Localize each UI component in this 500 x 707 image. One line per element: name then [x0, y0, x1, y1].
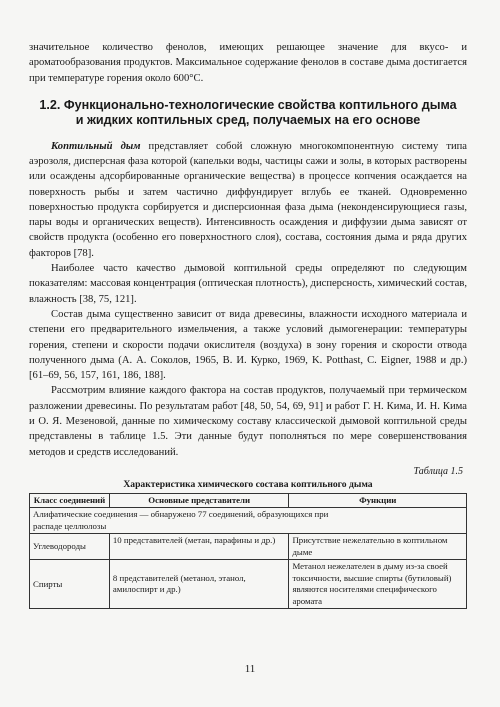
header-representatives: Основные представители	[109, 493, 289, 508]
intro-paragraph: значительное количество фенолов, имеющих решающее значение для вкусо- и ароматообразования продуктов. Максимальное содержание фенолов в составе дыма достигается при температуре горения около 600°С.	[29, 42, 467, 84]
class-cell: Спирты	[30, 560, 110, 609]
functions-cell: Присутствие нежелательно в коптильном дыме	[289, 534, 467, 560]
paragraph-smoke-definition	[29, 139, 467, 261]
section-title: 1.2. Функционально-технологические свойства коптильного дыма и жидких коптильных сред, получаемых на его основе	[39, 97, 457, 128]
paragraph-smoke-definition-text: представляет собой сложную многокомпонентную систему типа аэрозоля, дисперсная фаза которой (капельки воды, частицы сажи и золы, в которых растворены или осаждены адсорбированные органические вещества) в процессе копчения осаждается на поверхность рыбы и затем частично диффундирует вглубь ее тканей. Одновременно поверхностью продукта сорбируется и дисперсионная фаза дыма (неконденсирующиеся газы, пары воды и органических веществ). Интенсивность осаждения и диффузии дыма зависят от свойств продукта (особенно его поверхностного слоя), состава, состояния дыма и ряда других факторов [78].	[29, 140, 468, 259]
header-class: Класс соединений	[30, 493, 110, 508]
table-title: Характеристика химического состава коптильного дыма	[123, 478, 373, 490]
paragraph-quality-indicators: Наиболее часто качество дымовой коптильной среды определяют по следующим показателям: массовая концентрация (оптическая плотность), дисперсность, химический состав, влажность [38, 75, 121].	[29, 263, 467, 305]
table-row	[30, 534, 467, 560]
paragraph-factors: Рассмотрим влияние каждого фактора на состав продуктов, получаемый при термическом разложении древесины. По результатам работ [48, 50, 54, 69, 91] и работ Г. Н. Кима, И. Н. Кима и О. Я. Мезеновой, данные по химическому составу классической дымовой коптильной среды представлены в таблице 1.5. Эти данные будут пополняться по мере совершенствования методов и средств исследований.	[29, 385, 467, 458]
table-caption: Таблица 1.5	[413, 465, 463, 477]
term-smoke: Коптильный дым	[51, 140, 141, 152]
table-span-row	[30, 508, 467, 534]
paragraph-smoke-composition: Состав дыма существенно зависит от вида древесины, влажности исходного материала и степени его предварительного измельчения, а также условий дымогенерации: температуры горения, степени и скорости подачи окислителя (воздуха) в зону горения и скорости отвода полученного дыма (А. А. Соколов, 1965, В. И. Курко, 1969, K. Potthast, C. Eigner, 1988 и др.) [61–69, 56, 157, 161, 186, 188].	[29, 308, 467, 382]
class-cell: Углеводороды	[30, 534, 110, 560]
page-number: 11	[244, 663, 256, 675]
table-header-row	[30, 493, 467, 508]
page-content	[29, 40, 467, 609]
functions-cell: Метанол нежелателен в дыму из-за своей токсичности, высшие спирты (бутиловый) являются носителями специфического аромата	[289, 560, 467, 609]
table-row	[30, 560, 467, 609]
header-functions: Функции	[289, 493, 467, 508]
aliphatic-compounds-cell	[30, 508, 467, 534]
aliphatic-compounds-text: Алифатические соединения — обнаружено 77 соединений, образующихся при распаде целлюлозы	[33, 509, 329, 531]
representatives-cell: 10 представителей (метан, парафины и др.)	[109, 534, 289, 560]
representatives-cell: 8 представителей (метанол, этанол, амилоспирт и др.)	[109, 560, 289, 609]
composition-table	[29, 493, 467, 610]
